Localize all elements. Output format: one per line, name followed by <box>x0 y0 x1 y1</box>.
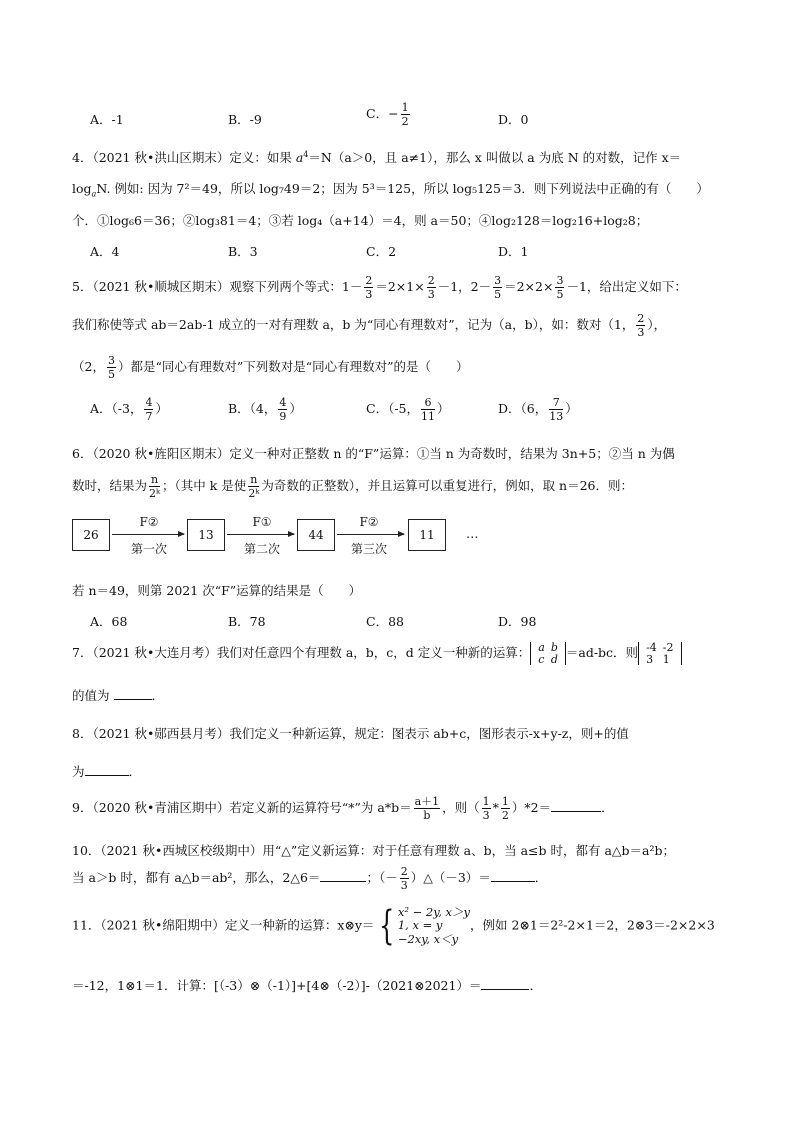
flow-box-3: 44 <box>297 519 335 551</box>
q3-option-d[interactable]: D．0 <box>498 112 529 127</box>
q6-option-a[interactable]: A．68 <box>90 614 128 629</box>
q8-line2: 为 ． <box>72 764 142 779</box>
piecewise-cases: x² − 2y, x＞y 1, x = y −2xy, x＜y <box>397 905 470 946</box>
q11-line2: ＝-12，1⊗1＝1．计算：[（-3）⊗（-1）]+[4⊗（-2）]-（2021⊗2021）＝ ． <box>72 978 542 993</box>
q8-line1: 8．（2021 秋•郧西县月考）我们定义一种新运算，规定：图表示 ab+c，图形表示-x+y-z，则+的值 <box>72 726 629 741</box>
q6-line3: 若 n＝49，则第 2021 次“F”运算的结果是（ ） <box>72 583 362 598</box>
q5-option-d[interactable]: D．（6， $\frac{7}{13}$ ） <box>498 396 578 423</box>
q4-line2: $\log_aN$. 例如: 因为 7²＝49，所以 log₇49＝2；因为 5³＝125，所以 log₅125＝3．则下列说法中正确的有（ ） <box>72 181 709 199</box>
q7-line1: 7．（2021 秋•大连月考）我们对任意四个有理数 a，b，c，d 定义一种新的运算： a b c d ＝ad-bc．则 -4 -2 3 1 <box>72 642 682 665</box>
q6-line2: 数时，结果为 $\frac{n}{\text{2ᵏ}}$ ；（其中 k 是使 $\frac{n}{\text{2ᵏ}}$ 为奇数的正整数），并且运算可以重复进行，例如，取 n＝26．则： <box>72 473 634 500</box>
q6-line1: 6．（2020 秋•旌阳区期末）定义一种对正整数 n 的“F”运算：①当 n 为奇数时，结果为 3n+5；②当 n 为偶 <box>72 446 675 461</box>
q4-line3: 个．①log₆6＝36；②log₃81＝4；③若 log₄（a+14）＝4，则 a＝50；④log₂128＝log₂16+log₂8； <box>72 213 649 228</box>
q5-line3: （2， $\frac{3}{5}$ ）都是“同心有理数对”下列数对是“同心有理数对”的是（ ） <box>72 354 469 381</box>
flow-step-1: 第一次 <box>130 542 167 556</box>
flow-arrow-3 <box>337 534 404 535</box>
answer-blank[interactable] <box>491 881 535 882</box>
q5-option-a[interactable]: A．（-3， $\frac{4}{7}$ ） <box>90 396 168 423</box>
answer-blank[interactable] <box>551 811 601 812</box>
q4-option-d[interactable]: D．1 <box>498 244 529 259</box>
flow-box-4: 11 <box>408 519 446 551</box>
answer-blank[interactable] <box>85 775 129 776</box>
flow-step-2: 第二次 <box>243 542 280 556</box>
q5-option-b[interactable]: B．（4， $\frac{4}{9}$ ） <box>228 396 302 423</box>
q5-line2: 我们称使等式 ab＝2ab-1 成立的一对有理数 a，b 为“同心有理数对”，记为（a，b），如：数对（1， $\frac{2}{3}$ ）， <box>72 312 667 339</box>
flow-arrow-1 <box>112 534 184 535</box>
answer-blank[interactable] <box>481 989 529 990</box>
answer-blank[interactable] <box>320 881 366 882</box>
q4-option-b[interactable]: B．3 <box>228 244 258 259</box>
matrix-abcd: a b c d <box>530 642 566 665</box>
flow-op-1: F② <box>139 515 159 529</box>
flow-step-3: 第三次 <box>350 542 387 556</box>
q6-option-c[interactable]: C．88 <box>366 614 404 629</box>
q3-option-a[interactable]: A．-1 <box>90 112 124 127</box>
q3-option-b[interactable]: B．-9 <box>228 112 262 127</box>
answer-blank[interactable] <box>114 699 152 700</box>
q10-line2: 当 a＞b 时，都有 a△b＝ab²，那么，2△6＝ ；（－ $\frac{2}{3}$ ）△（－3）＝ ． <box>72 865 548 892</box>
q10-line1: 10．（2021 秋•西城区校级期中）用“△”定义新运算：对于任意有理数 a、b，当 a≤b 时，都有 a△b＝a²b； <box>72 843 676 858</box>
flow-box-1: 26 <box>72 519 110 551</box>
q9-line: 9．（2020 秋•青浦区期中）若定义新的运算符号“*”为 a*b＝ $\frac{a+1}{b}$ ，则（ $\frac{1}{3}$ * $\frac{1}{2}$ ）*2＝ ． <box>72 795 614 822</box>
flow-op-3: F② <box>359 515 379 529</box>
flow-arrow-2 <box>227 534 294 535</box>
q4-line1: 4．（2021 秋•洪山区期末）定义：如果 $a^4=N(a>0$，且 a≠1），那么 x 叫做以 a 为底 N 的对数，记作 x＝ <box>72 149 682 165</box>
flow-op-2: F① <box>252 515 272 529</box>
q4-option-c[interactable]: C．2 <box>366 244 397 259</box>
q7-line2: 的值为 ． <box>72 688 165 703</box>
q6-option-d[interactable]: D．98 <box>498 614 537 629</box>
q3-option-c[interactable]: C．− $\frac{1}{2}$ <box>366 101 409 128</box>
q11-line1: 11．（2021 秋•绵阳期中）定义一种新的运算：x⊗y＝ { x² − 2y, x＞y 1, x = y −2xy, x＜y ，例如 2⊗1＝2²-2×1＝2，2⊗3＝-2×2×3 <box>72 903 715 949</box>
flow-ellipsis: … <box>466 526 479 541</box>
q5-option-c[interactable]: C．（-5， $\frac{6}{11}$ ） <box>366 396 450 423</box>
q4-option-a[interactable]: A．4 <box>90 244 120 259</box>
q5-line1: 5．（2021 秋•顺城区期末）观察下列两个等式：1－ $\frac{2}{3}$ ＝2×1× $\frac{2}{3}$ －1，2－ $\frac{3}{5}$ ＝2×2× $\frac{3}{5}$ －1，给出定义如下： <box>72 274 687 301</box>
q6-option-b[interactable]: B．78 <box>228 614 266 629</box>
fraction: $\frac{1}{2}$ <box>401 101 409 128</box>
matrix-numbers: -4 -2 3 1 <box>638 642 681 665</box>
flow-box-2: 13 <box>187 519 225 551</box>
